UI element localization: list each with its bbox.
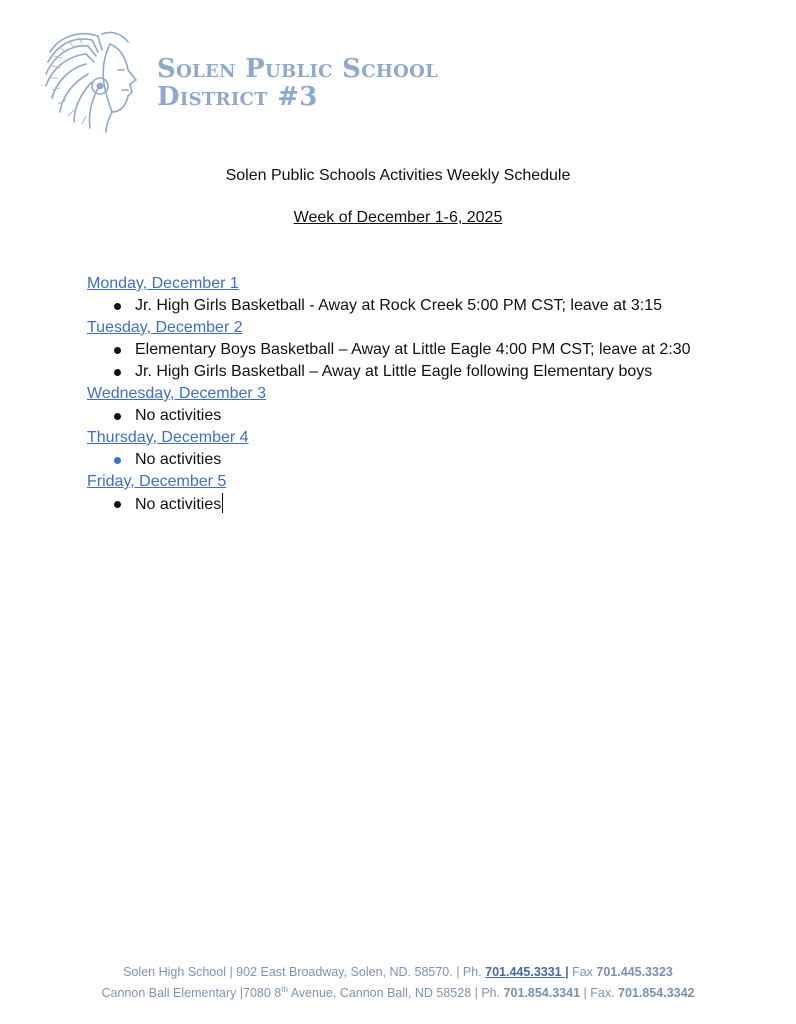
document-title: Solen Public Schools Activities Weekly Schedule xyxy=(225,167,571,184)
footer-fax-number: 701.445.3323 xyxy=(596,965,673,979)
week-label: Week of December 1-6, 2025 xyxy=(293,209,503,226)
event-text: No activities xyxy=(135,451,222,468)
day-heading-friday[interactable]: Friday, December 5 xyxy=(87,473,227,490)
list-item xyxy=(87,295,767,317)
footer-line-elementary xyxy=(0,981,796,1002)
text-cursor xyxy=(222,493,223,513)
event-text[interactable]: No activities xyxy=(135,496,222,513)
list-item xyxy=(87,361,767,383)
event-text: Jr. High Girls Basketball - Away at Rock Creek 5:00 PM CST; leave at 3:15 xyxy=(135,297,663,314)
bullet-icon xyxy=(114,347,121,354)
list-item xyxy=(87,449,767,471)
footer-phone-link[interactable]: 701.445.3331 | xyxy=(485,965,569,979)
chief-headdress-logo-icon xyxy=(40,26,152,134)
footer-address-elementary-a: Cannon Ball Elementary |7080 8 xyxy=(101,986,282,1001)
district-name-line2: District #3 xyxy=(157,82,318,112)
footer-fax-label-elementary: | Fax. xyxy=(580,986,619,1001)
event-text: Jr. High Girls Basketball – Away at Little Eagle following Elementary boys xyxy=(135,363,653,380)
page-footer xyxy=(0,964,796,1002)
district-name xyxy=(157,55,438,111)
day-section-friday xyxy=(87,471,767,515)
day-section-wednesday xyxy=(87,383,767,427)
bullet-icon xyxy=(114,303,121,310)
list-item xyxy=(87,405,767,427)
day-heading-tuesday[interactable]: Tuesday, December 2 xyxy=(87,319,243,336)
day-heading-thursday[interactable]: Thursday, December 4 xyxy=(87,429,249,446)
list-item xyxy=(87,339,767,361)
event-text: No activities xyxy=(135,407,222,424)
day-section-thursday xyxy=(87,427,767,471)
district-name-line1: Solen Public School xyxy=(157,54,439,84)
weekly-schedule xyxy=(87,273,767,515)
day-section-tuesday xyxy=(87,317,767,383)
footer-fax-label: Fax xyxy=(568,965,597,979)
bullet-icon xyxy=(114,369,121,376)
bullet-icon xyxy=(114,457,121,464)
document-week xyxy=(0,209,796,227)
footer-address-high-school: Solen High School | 902 East Broadway, Solen, ND. 58570. | Ph. xyxy=(123,965,486,979)
footer-phone-elementary: 701.854.3341 xyxy=(503,986,581,1001)
bullet-icon xyxy=(114,501,121,508)
bullet-icon xyxy=(114,413,121,420)
event-text: Elementary Boys Basketball – Away at Little Eagle 4:00 PM CST; leave at 2:30 xyxy=(135,341,691,358)
day-heading-wednesday[interactable]: Wednesday, December 3 xyxy=(87,385,267,402)
list-item xyxy=(87,493,767,515)
footer-line-high-school xyxy=(0,964,796,981)
footer-fax-elementary: 701.854.3342 xyxy=(618,986,695,1001)
school-logo xyxy=(40,26,152,134)
day-section-monday xyxy=(87,273,767,317)
footer-ordinal-suffix: th xyxy=(281,985,288,994)
day-heading-monday[interactable]: Monday, December 1 xyxy=(87,275,239,292)
footer-address-elementary-b: Avenue, Cannon Ball, ND 58528 | Ph. xyxy=(287,986,504,1001)
